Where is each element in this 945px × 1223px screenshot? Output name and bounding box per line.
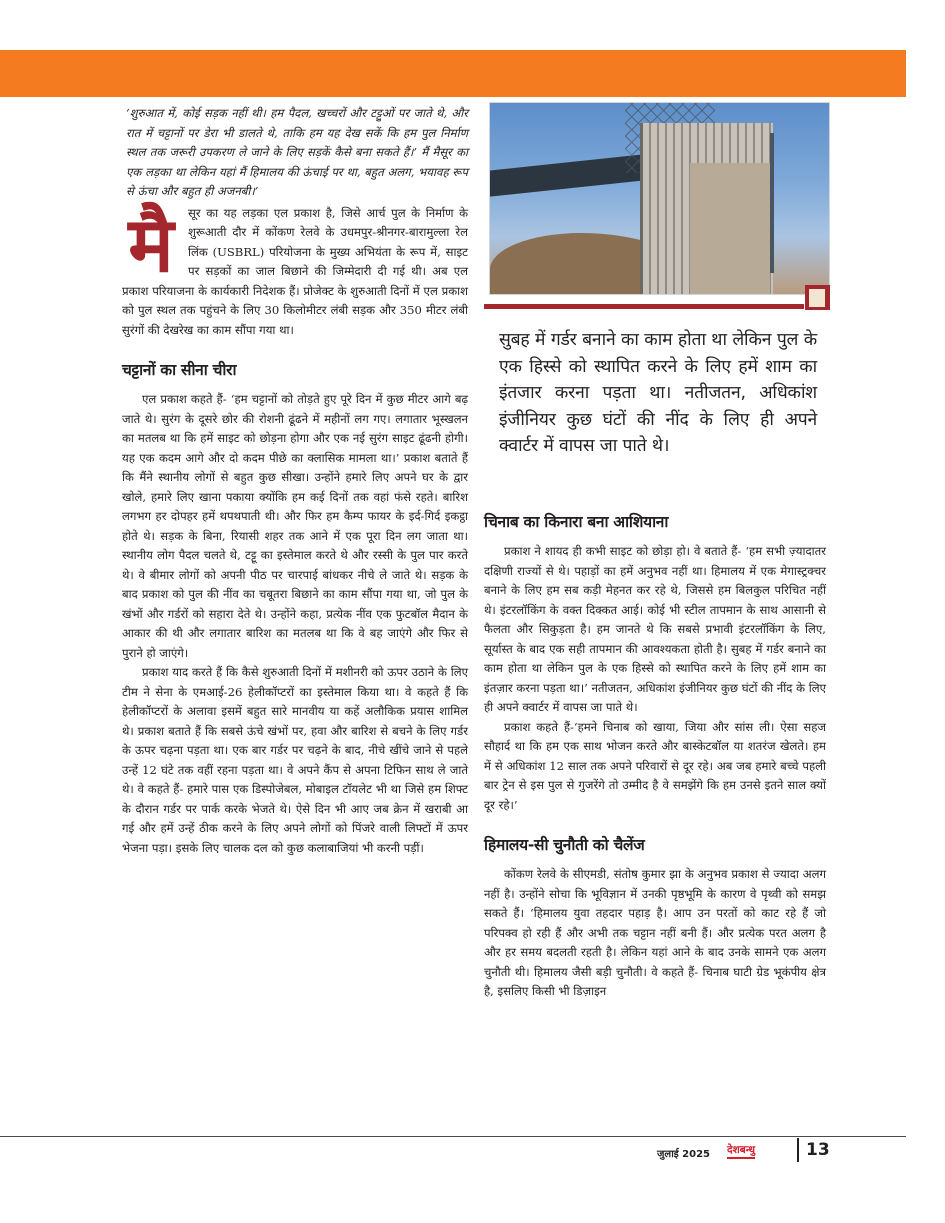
dropcap-letter: मै bbox=[128, 199, 174, 289]
right-column bbox=[484, 510, 826, 1002]
photo-accent-square bbox=[805, 285, 830, 310]
section-heading-himalaya: हिमालय-सी चुनौती को चैलेंज bbox=[484, 836, 645, 854]
opening-paragraph: सूर का यह लड़का एल प्रकाश है, जिसे आर्च पुल के निर्माण के शुरूआती दौर में कोंकण रेलवे के उधमपुर-श्रीनगर-बारामुल्ला रेल लिंक (USBRL) परियोजना के मुख्य अभियंता के रूप में, साइट पर सड़कों का जाल बिछाने की जिम्मेदारी दी गई थी। अब एल प्रकाश परियाजना के कार्यकारी निदेशक हैं। प्रोजेक्ट के शुरुआती दिनों में एल प्रकाश को पुल स्थल तक पहुंचने के लिए 30 किलोमीटर लंबी सड़क और 350 मीटर लंबी सुरंगों की देखरेख का काम सौंपा गया था। bbox=[122, 205, 468, 337]
photo-accent-bar bbox=[484, 304, 804, 309]
section-heading-chenab: चिनाब का किनारा बना आशियाना bbox=[484, 513, 669, 531]
paragraph-chenab: प्रकाश ने शायद ही कभी साइट को छोड़ा हो। वे बताते हैं- ‘हम सभी ज़्यादातर दक्षिणी राज्यों से थे। पहाड़ों का हमें अनुभव नहीं था। हिमालय में एक मेगास्ट्रक्चर बनाने के लिए हम सब कड़ी मेहनत कर रहे थे, जिससे हम बिलकुल परिचित नहीं थे। इंटरलॉकिंग के वक्त दिक्कत आई। कोई भी स्टील तापमान के साथ आसानी से फैलता और सिकुड़ता है। हम जानते थे कि सबसे प्रभावी इंटरलॉकिंग के लिए, सूर्यास्त के बाद एक सही तापमान की आवश्यकता होती है। सुबह में गर्डर बनाने का काम होता था लेकिन पुल के एक हिस्से को स्थापित करने के लिए हमें शाम का इंतज़ार करना पड़ता था।’ नतीजतन, अधिकांश इंजीनियर कुछ घंटों की नींद के लिए ही अपने क्वार्टर में वापस जा पाते थे। bbox=[484, 544, 826, 714]
footer-date: जुलाई 2025 bbox=[657, 1149, 711, 1160]
paragraph-rocks: एल प्रकाश कहते हैं- ‘हम चट्टानों को तोड़ते हुए पूरे दिन में कुछ मीटर आगे बढ़ जाते थे। सुरंग के दूसरे छोर की रोशनी ढूंढने में महीनों लग गए। लगातार भूस्खलन का मतलब था कि हमें साइट को छोड़ना होगा और एक नई सुरंग साइट ढूंढनी होगी। यह एक कदम आगे और दो कदम पीछे का क्लासिक मामला था।’ प्रकाश बताते हैं कि मैंने स्थानीय लोगों से बहुत कुछ सीखा। उन्होंने हमारे लिए अपने घर के द्वार खोले, हमारे लिए खाना पकाया क्योंकि हम कई दिनों तक वहां फंसे रहते। बारिश लगभग हर दोपहर हमें थपथपाती थी। और फिर हम कैम्प फायर के इर्द-गिर्द इकट्ठा होते थे। सड़क के बिना, रियासी शहर तक आने में एक पूरा दिन लग जाता था। स्थानीय लोग पैदल चलते थे, टट्टू का इस्तेमाल करते थे और रस्सी के पुल पार करते थे। वे बीमार लोगों को अपनी पीठ पर चारपाई बांधकर नीचे ले जाते थे। सड़क के बाद प्रकाश को पुल की नींव का चबूतरा बिछाने का काम सौंपा गया था, जो पुल के खंभों और गर्डरों को सहारा देते थे। उन्होंने कहा, प्रत्येक नींव एक फुटबॉल मैदान के आकार की थी और लगातार बारिश का मतलब था कि वे बह जाएंगे और फिर से पुराने हो जाएंगे। bbox=[122, 392, 468, 660]
photo-pier-base bbox=[690, 163, 770, 295]
photo-crane bbox=[770, 133, 774, 273]
intro-quote: ‘शुरुआत में, कोई सड़क नहीं थी। हम पैदल, खच्चरों और टट्टुओं पर जाते थे, और रात में चट्टानों पर डेरा भी डालते थे, ताकि हम यह देख सकें कि हम पुल निर्माण स्थल तक जरूरी उपकरण ले जाने के लिए सड़कें कैसे बना सकते हैं।’ मैं मैसूर का एक लड़का था लेकिन यहां मैं हिमालय की ऊंचाई पर था, बहुत अलग, भयावह रूप से ऊंचा और बहुत ही अजनबी।’ bbox=[126, 106, 468, 198]
footer-brand-logo: देशबन्धु bbox=[727, 1144, 755, 1159]
footer-rule bbox=[0, 1136, 906, 1137]
paragraph-helicopters: प्रकाश याद करते हैं कि कैसे शुरुआती दिनों में मशीनरी को ऊपर उठाने के लिए टीम ने सेना के एमआई-26 हेलीकॉप्टरों का इस्तेमाल किया था। वे कहते हैं कि हेलीकॉप्टरों के अलावा इसमें बहुत सारे मानवीय या कहें अलौकिक प्रयास शामिल थे। प्रकाश बताते हैं कि सबसे ऊंचे खंभों पर, हवा और बारिश से बचने के लिए गर्डर के ऊपर चढ़ना पड़ता था। एक बार गर्डर पर चढ़ने के बाद, नीचे खींचे जाने से पहले उन्हें 12 घंटे तक वहीं रहना पड़ता था। वे अपने कैंप से अपना टिफिन साथ ले जाते थे। वे कहते हैं- हमारे पास एक डिस्पोजेबल, मोबाइल टॉयलेट भी था जिसे हम शिफ्ट के दौरान गर्डर पर पार्क करके भेजते थे। ऐसे दिन भी आए जब क्रेन में खराबी आ गई और हमें उन्हें ठीक करने के लिए अपने लोगों को पिंजरे वाली लिफ्टों में ऊपर भेजना पड़ा। इसके लिए चालक दल को कुछ कलाबाजियां भी करनी पड़ीं। bbox=[122, 665, 468, 855]
pull-quote: सुबह में गर्डर बनाने का काम होता था लेकिन पुल के एक हिस्से को स्थापित करने के लिए हमें शाम का इंतजार करना पड़ता था। नतीजतन, अधिकांश इंजीनियर कुछ घंटों की नींद के लिए ही अपने क्वार्टर में वापस जा पाते थे। bbox=[499, 330, 817, 456]
bridge-construction-photo bbox=[489, 102, 830, 295]
paragraph-camaraderie: प्रकाश कहते हैं-‘हमने चिनाब को खाया, जिया और सांस ली। ऐसा सहज सौहार्द था कि हम एक साथ भोजन करते और बास्केटबॉल या शतरंज खेलते। हम में से अधिकांश 12 साल तक अपने परिवारों से दूर रहे। अब जब हमारे बच्चे पहली बार ट्रेन से इस पुल से गुजरेंगे तो उम्मीद है वे समझेंगे कि हम उनसे इतने साल क्यों दूर रहे।’ bbox=[484, 719, 826, 812]
page-number: 13 bbox=[806, 1140, 830, 1160]
dropcap-paragraph bbox=[122, 199, 468, 341]
left-column bbox=[122, 104, 468, 858]
paragraph-himalaya: कोंकण रेलवे के सीएमडी, संतोष कुमार झा के अनुभव प्रकाश से ज्यादा अलग नहीं है। उन्होंने सोचा कि भूविज्ञान में उनकी पृष्ठभूमि के कारण वे पृथ्वी को समझ सकते हैं। ‘हिमालय युवा तहदार पहाड़ है। आप उन परतों को काट रहे हैं जो परिपक्व हो रही हैं और अभी तक चट्टान नहीं बनी हैं। और प्रत्येक परत अलग है और हर समय बदलती रहती है। लेकिन यहां आने के बाद उनके सामने एक अलग चुनौती थी। हिमालय जैसी बड़ी चुनौती। वे कहते हैं- चिनाब घाटी ग्रेड भूकंपीय क्षेत्र है, इसलिए किसी भी डिज़ाइन bbox=[484, 867, 826, 998]
top-color-band bbox=[0, 50, 906, 97]
footer-separator bbox=[797, 1138, 799, 1162]
section-heading-rocks: चट्टानों का सीना चीरा bbox=[122, 361, 237, 379]
